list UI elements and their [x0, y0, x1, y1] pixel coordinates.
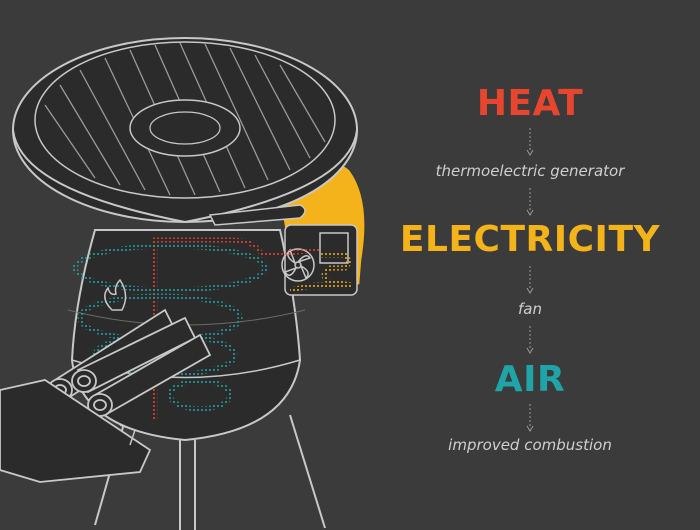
energy-flow [385, 0, 675, 530]
connector-arrow [525, 128, 535, 158]
transition-label: improved combustion [448, 436, 612, 454]
grill-grate [13, 38, 357, 222]
step-air-label: AIR [494, 359, 566, 400]
transition-label: fan [518, 300, 542, 318]
connector-arrow [525, 326, 535, 356]
step-electricity-label: ELECTRICITY [399, 219, 661, 260]
connector-arrow [525, 188, 535, 218]
connector-arrow [525, 266, 535, 296]
step-heat-label: HEAT [476, 83, 584, 124]
connector-arrow [525, 404, 535, 434]
transition-label: thermoelectric generator [435, 162, 625, 180]
